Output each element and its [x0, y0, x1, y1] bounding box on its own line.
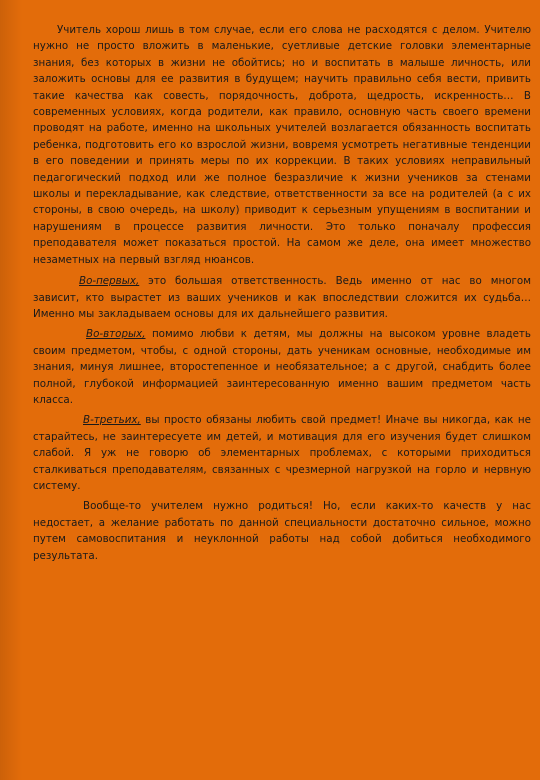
- paragraph-first-point-text: это большая ответственность. Ведь именно от нас во многом зависит, кто вырастет из ваших учеников и как впоследствии сложится их судьба… Именно мы закладываем основы для их дальнейшего развития.: [33, 275, 531, 320]
- paragraph-third-point-lead: В-третьих,: [83, 414, 141, 427]
- paragraph-first-point: [33, 273, 531, 322]
- paragraph-third-point-text: вы просто обязаны любить свой предмет! Иначе вы никогда, как не старайтесь, не заинтересуете им детей, и мотивация для его изучения будет слишком слабой. Я уж не говорю об элементарных проблемах, с которыми приходиться сталкиваться преподавателям, связанных с чрезмерной нагрузкой на горло и нервную систему.: [33, 414, 531, 492]
- paragraph-second-point-lead: Во-вторых,: [86, 328, 146, 341]
- paragraph-conclusion: Вообще-то учителем нужно родиться! Но, если каких-то качеств у нас недостает, а желание работать по данной специальности достаточно сильное, можно путем самовоспитания и неуклонной работы над собой добиться необходимого результата.: [33, 500, 531, 562]
- paragraph-intro: Учитель хорош лишь в том случае, если его слова не расходятся с делом. Учителю нужно не просто вложить в маленькие, суетливые детские головки элементарные знания, без которых в жизни не обойтись; но и воспитать в малыше личность, или заложить основы для ее развития в будущем; научить правильно себя вести, привить такие качества как совесть, порядочность, доброта, щедрость, искренность… В современных условиях, когда родители, как правило, основную часть своего времени проводят на работе, именно на школьных учителей возлагается обязанность воспитать ребенка, подготовить его ко взрослой жизни, вовремя усмотреть негативные тенденции в его поведении и принять меры по их коррекции. В таких условиях неправильный педагогический подход или же полное безразличие к жизни учеников за стенами школы и перекладывание, как следствие, ответственности за все на родителей (а с их стороны, в свою очередь, на школу) приводит к серьезным упущениям в воспитании и нарушениям в процессе развития личности. Это только поначалу профессия преподавателя может показаться простой. На самом же деле, она имеет множество незаметных на первый взгляд нюансов.: [33, 24, 531, 266]
- paragraph-third-point: [33, 412, 531, 494]
- page-shadow-edge: [0, 0, 22, 780]
- paragraph-second-point-text: помимо любви к детям, мы должны на высоком уровне владеть своим предметом, чтобы, с одной стороны, дать ученикам основные, необходимые им знания, минуя лишнее, второстепенное и необязательное; а с другой, снабдить более полной, глубокой информацией заинтересованную именно вашим предметом часть класса.: [33, 328, 531, 406]
- paragraph-first-point-lead: Во-первых,: [79, 275, 140, 288]
- paragraph-second-point: [33, 326, 531, 408]
